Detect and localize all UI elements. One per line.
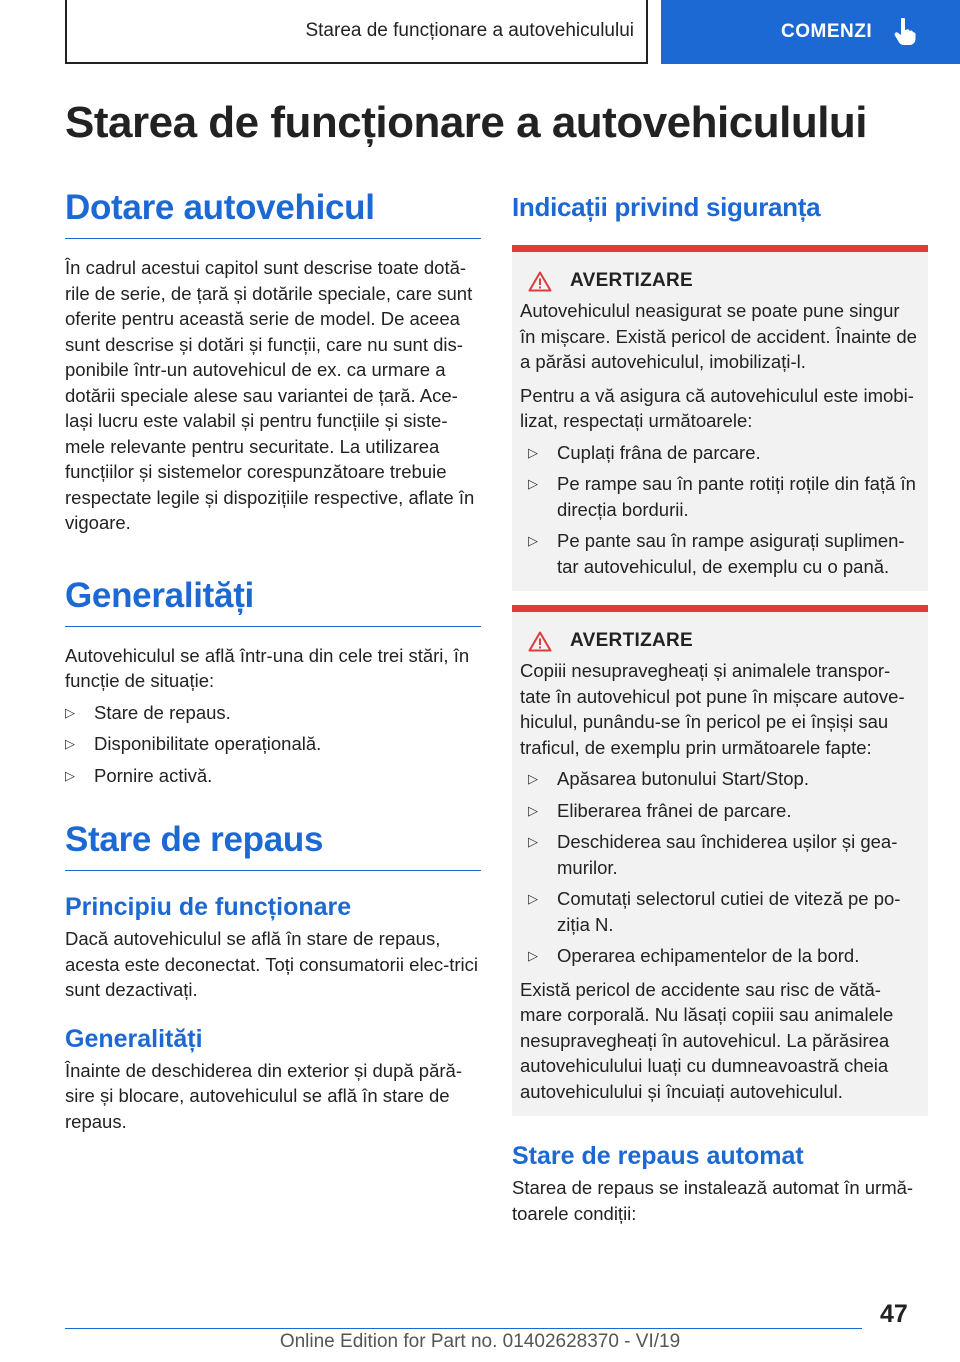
page-number: 47 (880, 1300, 908, 1328)
triangle-arrow-icon: ▷ (528, 771, 538, 786)
list-item: ▷ Pornire activă. (65, 763, 481, 789)
section-heading-stare-repaus: Stare de repaus (65, 820, 481, 871)
subheading-principiu: Principiu de funcționare (65, 893, 352, 921)
chapter-tab[interactable] (661, 0, 960, 64)
list-item: ▷ Pe rampe sau în pante rotiți roțile din față în direcția bordurii. (528, 473, 916, 520)
triangle-arrow-icon: ▷ (528, 444, 538, 460)
warning-header (520, 270, 920, 292)
footer-divider (65, 1328, 862, 1329)
warning-text: Autovehiculul neasigurat se poate pune singur în mișcare. Există pericol de accident. Înainte de a părăsi autovehiculul, imobilizați-l. (520, 300, 917, 372)
section-heading-generalitati: Generalități (65, 576, 481, 627)
list-item: ▷ Deschiderea sau închiderea ușilor și gea-murilor. (528, 831, 898, 878)
list-item: ▷ Pe pante sau în rampe asigurați suplimen-tar autovehiculul, de exemplu cu o pană. (528, 530, 905, 577)
triangle-arrow-icon: ▷ (528, 948, 538, 963)
warning-label: AVERTIZARE (570, 630, 693, 651)
warning-triangle-icon (528, 631, 552, 652)
generalitati-repaus-text: Înainte de deschiderea din exterior și după pără-sire și blocare, autovehiculul se află în stare de repaus. (65, 1059, 462, 1132)
warning-list (520, 440, 920, 580)
triangle-arrow-icon: ▷ (65, 704, 75, 720)
section-heading-siguranta: Indicații privind siguranța (512, 192, 821, 222)
subheading-repaus-automat: Stare de repaus automat (512, 1142, 804, 1170)
states-list (65, 700, 481, 789)
section-tab-label: Starea de funcționare a autovehiculului (305, 20, 634, 41)
warning-box (512, 605, 928, 1116)
triangle-arrow-icon: ▷ (65, 736, 75, 751)
generalitati-text: Autovehiculul se află într-una din cele trei stări, în funcție de situație: (65, 644, 470, 691)
list-item: ▷ Stare de repaus. (65, 700, 481, 726)
triangle-arrow-icon: ▷ (65, 767, 75, 783)
principiu-text: Dacă autovehiculul se află în stare de repaus, acesta este deconectat. Toți consumatorii elec-trici sunt dezactivați. (65, 928, 479, 1000)
warning-triangle-icon (528, 271, 552, 292)
warning-label: AVERTIZARE (570, 270, 693, 291)
triangle-arrow-icon: ▷ (528, 802, 538, 818)
warning-header (520, 630, 920, 652)
triangle-arrow-icon: ▷ (528, 891, 538, 906)
chapter-tab-label: COMENZI (781, 21, 873, 42)
warning-text: Pentru a vă asigura că autovehiculul este imobi-lizat, respectați următoarele: (520, 384, 914, 431)
subheading-generalitati: Generalități (65, 1024, 203, 1053)
warning-list (520, 766, 920, 969)
list-item: ▷ Cuplați frâna de parcare. (528, 440, 920, 466)
section-tab (65, 0, 648, 64)
footer-edition: Online Edition for Part no. 01402628370 - VI/19 (279, 1331, 681, 1352)
page-title: Starea de funcționare a autovehiculului (65, 98, 868, 147)
hand-pointer-icon (894, 18, 916, 46)
triangle-arrow-icon: ▷ (528, 834, 538, 849)
section-heading-dotare: Dotare autovehicul (65, 188, 481, 239)
warning-box (512, 245, 928, 591)
triangle-arrow-icon: ▷ (528, 533, 538, 548)
triangle-arrow-icon: ▷ (528, 476, 538, 491)
left-column (65, 188, 481, 1134)
list-item: ▷ Disponibilitate operațională. (65, 731, 481, 757)
warning-text: Există pericol de accidente sau risc de vătă-mare corporală. Nu lăsați copiii sau animalele nesupravegheați în autovehicul. La părăsirea autovehiculului luați cu dumneavoastră cheia autovehiculului și încuiați autovehiculul. (520, 978, 894, 1102)
dotare-text: În cadrul acestui capitol sunt descrise toate dotă-rile de serie, de țară și dotările speciale, care sunt oferite pentru această serie de model. De aceea sunt descrise și dotări și funcții, care nu sunt dis-ponibile într-un autovehicul de ex. ca urmare a dotării speciale alese sau variantei de țară. Ace-lași lucru este valabil și pentru funcțiile și siste-mele relevante pentru securitate. La utilizarea funcțiilor și sistemelor corespunzătoare trebuie respectate legile și dispozițiile respective, aflate în vigoare. (65, 257, 475, 533)
list-item: ▷ Apăsarea butonului Start/Stop. (528, 766, 920, 792)
list-item: ▷ Comutați selectorul cutiei de viteză pe po-ziția N. (528, 888, 901, 935)
repaus-automat-text: Starea de repaus se instalează automat în urmă-toarele condiții: (512, 1177, 914, 1224)
right-column (512, 188, 928, 1226)
list-item: ▷ Operarea echipamentelor de la bord. (528, 943, 920, 969)
warning-text: Copiii nesupravegheați și animalele transpor-tate în autovehicul pot pune în mișcare autove-hiculul, punându-se în pericol pe ei înșiși sau traficul, de exemplu prin următoarele fapte: (520, 660, 905, 758)
list-item: ▷ Eliberarea frânei de parcare. (528, 798, 920, 824)
